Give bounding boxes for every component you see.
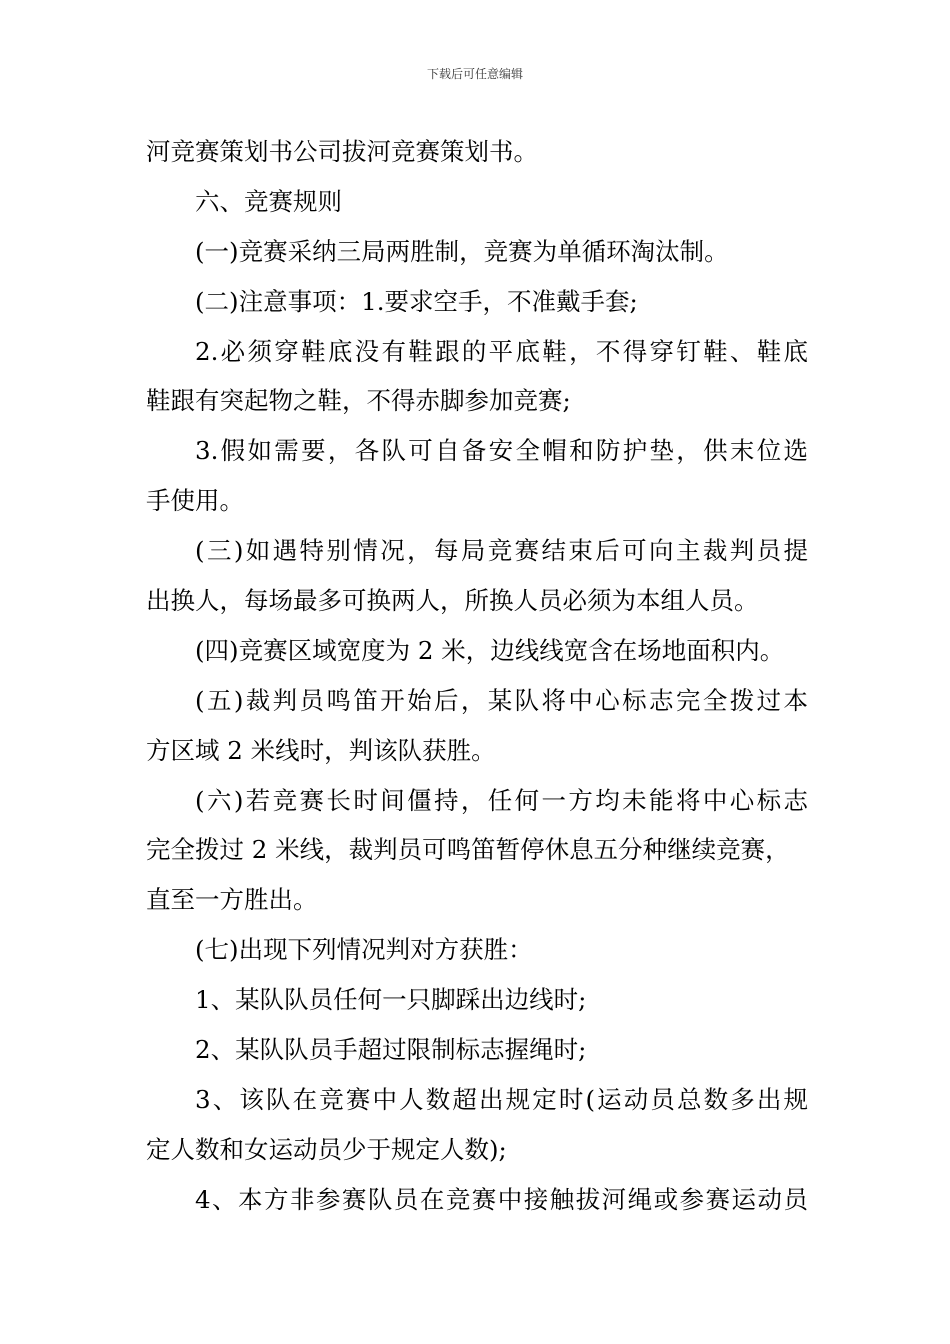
text-line: 直至一方胜出。 (146, 885, 318, 915)
text-line: (七)出现下列情况判对方获胜： (195, 935, 533, 965)
text-line: 手使用。 (146, 486, 244, 516)
text-line: (四)竞赛区域宽度为 2 米，边线线宽含在场地面积内。 (195, 635, 785, 665)
text-line: 河竞赛策划书公司拔河竞赛策划书。 (146, 137, 538, 166)
text-line: (五)裁判员鸣笛开始后，某队将中心标志完全拨过本 (195, 685, 808, 715)
text-line: 完全拨过 2 米线，裁判员可鸣笛暂停休息五分种继续竞赛， (146, 835, 790, 865)
text-line: 3.假如需要，各队可自备安全帽和防护垫，供末位选 (195, 436, 808, 466)
list-item: 1、某队队员任何一只脚踩出边线时; (195, 985, 587, 1015)
document-body (146, 127, 808, 1225)
text-line: 出换人，每场最多可换两人，所换人员必须为本组人员。 (146, 586, 759, 616)
text-line: 定人数和女运动员少于规定人数); (146, 1134, 507, 1164)
list-item: 4、本方非参赛队员在竞赛中接触拔河绳或参赛运动员 (195, 1184, 808, 1214)
text-line: (一)竞赛采纳三局两胜制，竞赛为单循环淘汰制。 (195, 236, 729, 266)
text-line: 鞋跟有突起物之鞋，不得赤脚参加竞赛; (146, 386, 571, 416)
text-line: 2.必须穿鞋底没有鞋跟的平底鞋，不得穿钉鞋、鞋底 (195, 336, 808, 366)
text-line: (三)如遇特别情况，每局竞赛结束后可向主裁判员提 (195, 536, 808, 566)
text-line: 方区域 2 米线时，判该队获胜。 (146, 735, 496, 765)
page-header: 下载后可任意编辑 (426, 67, 523, 81)
text-line: (二)注意事项：1.要求空手，不准戴手套; (195, 286, 638, 316)
section-heading: 六、竞赛规则 (195, 186, 342, 216)
list-item: 2、某队队员手超过限制标志握绳时; (195, 1035, 587, 1065)
list-item: 3、该队在竞赛中人数超出规定时(运动员总数多出规 (195, 1084, 808, 1114)
text-line: (六)若竞赛长时间僵持，任何一方均未能将中心标志 (195, 785, 808, 815)
